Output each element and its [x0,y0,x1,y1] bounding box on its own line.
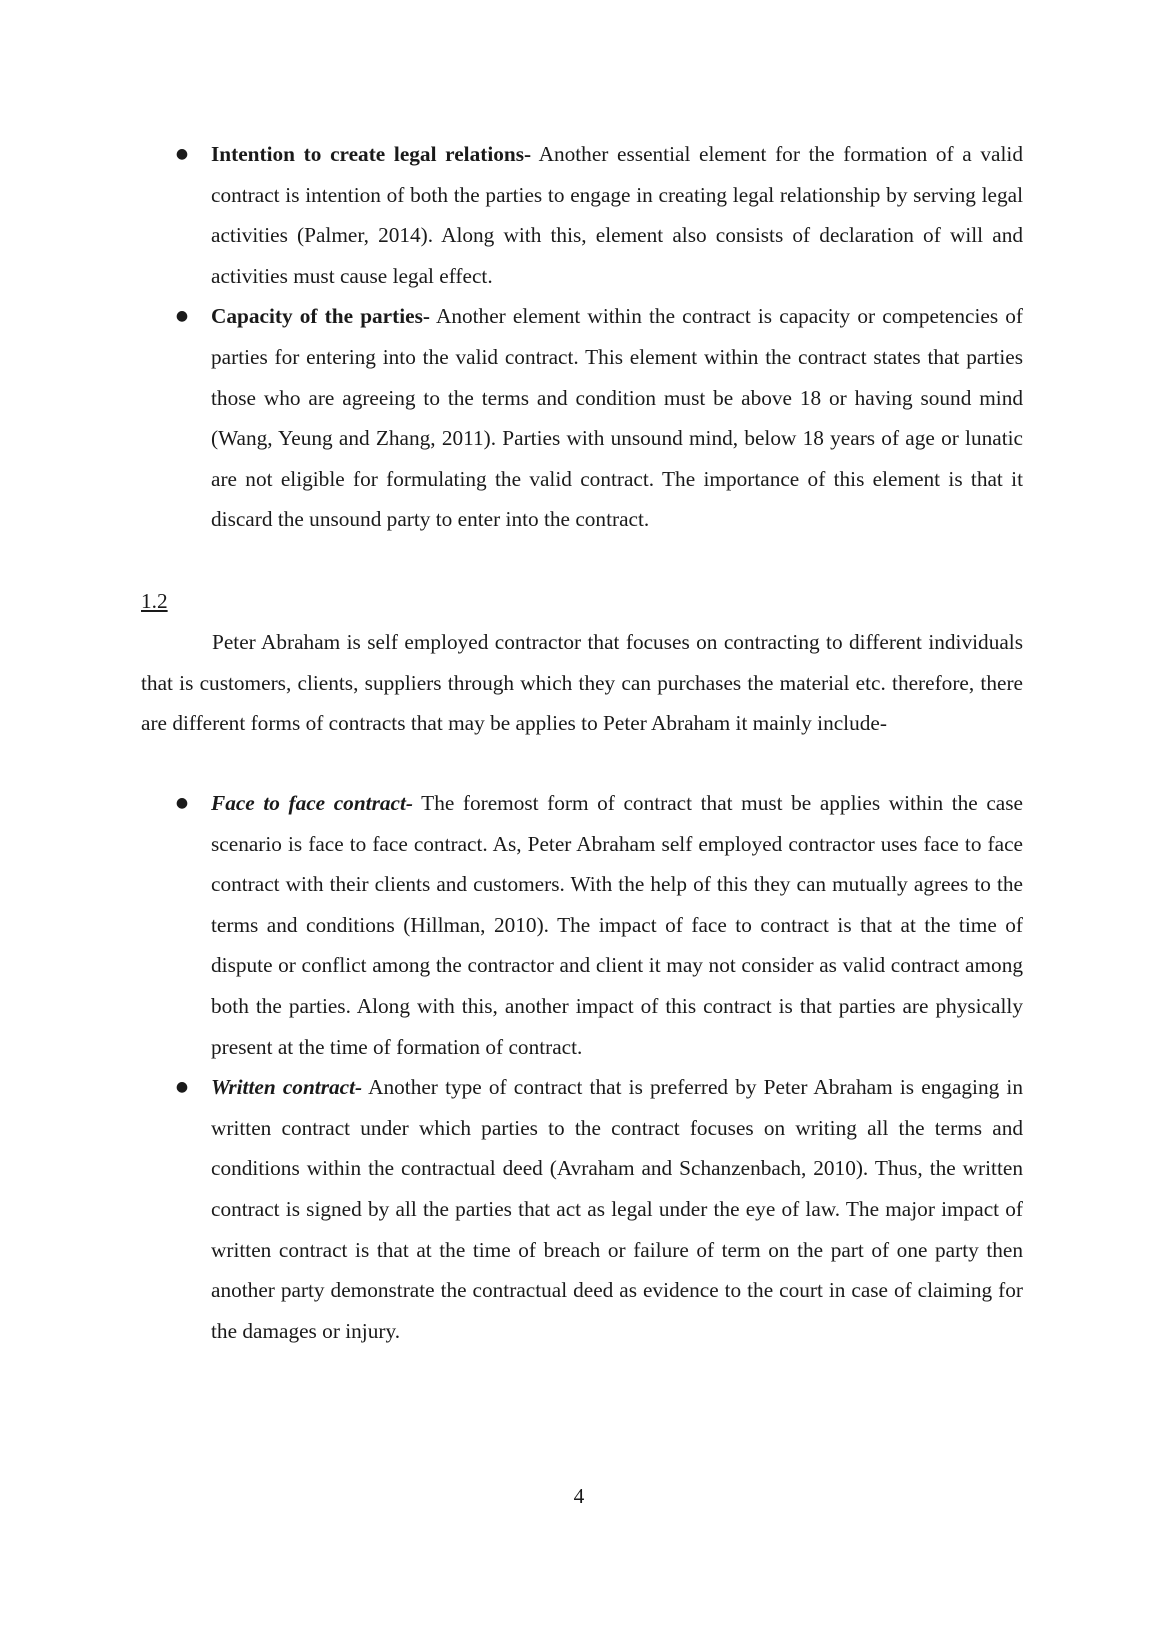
intro-paragraph: Peter Abraham is self employed contractor that focuses on contracting to different individuals that is customers, clients, suppliers through which they can purchases the material etc. therefore, there are different forms of contracts that may be applies to Peter Abraham it mainly include- [141,630,1023,736]
list-item [141,783,1023,1067]
bullet-title: Intention to create legal relations- [211,142,532,166]
bullet-text: Another essential element for the formation of a valid contract is intention of both the parties to engage in creating legal relationship by serving legal activities (Palmer, 2014). Along with this, element also consists of declaration of will and activities must cause legal effect. [211,142,1023,288]
bullet-icon: ● [175,308,189,325]
section-number: 1.2 [141,589,168,613]
bullet-title: Capacity of the parties- [211,304,430,329]
bullet-text: Another type of contract that is preferred by Peter Abraham is engaging in written contract under which parties to the contract focuses on writing all the terms and conditions within the contractual deed (Avraham and Schanzenbach, 2010). Thus, the written contract is signed by all the parties that act as legal under the eye of law. The major impact of written contract is that at the time of breach or failure of term on the part of one party then another party demonstrate the contractual deed as evidence to the court in case of claiming for the damages or injury. [211,1075,1023,1343]
bullet-title: Written contract- [211,1075,363,1100]
elements-bullet-list [141,134,1023,540]
list-item [141,134,1023,296]
bullet-icon: ● [175,795,189,811]
bullet-title: Face to face contract- [211,791,413,815]
bullet-text: Another element within the contract is capacity or competencies of parties for entering into the valid contract. This element within the contract states that parties those who are agreeing to the terms and condition must be above 18 or having sound mind (Wang, Yeung and Zhang, 2011). Parties with unsound mind, below 18 years of age or lunatic are not eligible for formulating the valid contract. The importance of this element is that it discard the unsound party to enter into the contract. [211,304,1023,532]
contract-forms-bullet-list [141,783,1023,1351]
bullet-icon: ● [175,1079,189,1096]
list-item [141,296,1023,540]
bullet-icon: ● [175,146,189,162]
page-number: 4 [573,1484,585,1508]
list-item [141,1067,1023,1351]
bullet-text: The foremost form of contract that must be applies within the case scenario is face to face contract. As, Peter Abraham self employed contractor uses face to face contract with their clients and customers. With the help of this they can mutually agrees to the terms and conditions (Hillman, 2010). The impact of face to contract is that at the time of dispute or conflict among the contractor and client it may not consider as valid contract among both the parties. Along with this, another impact of this contract is that parties are physically present at the time of formation of contract. [211,791,1023,1059]
